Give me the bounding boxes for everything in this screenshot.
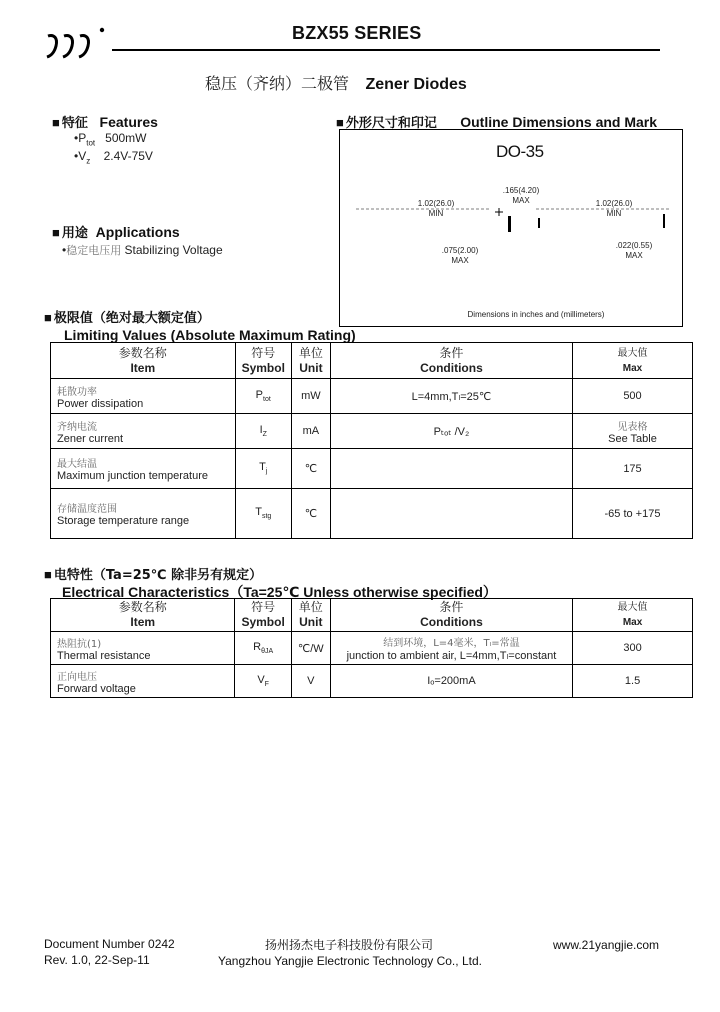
table-row: 热阻抗(1) Thermal resistance $R_{\theta JA}$ ℃/W 结到环境，L=4毫米，Tₗ=常温 junction to ambient air, L=4mm,Tₗ=constant 300: [51, 632, 693, 665]
table-row: 齐纳电流 Zener current $I_Z$ mA Pₜₒₜ /V₂ 见表格 See Table: [51, 414, 693, 449]
table-row: 最大结温 Maximum junction temperature $T_j$ ℃ 175: [51, 449, 693, 489]
revision: Rev. 1.0, 22-Sep-11: [44, 953, 150, 967]
header-rule: [112, 49, 660, 51]
company-name-en: Yangzhou Yangjie Electronic Technology Co., Ltd.: [218, 954, 482, 968]
dim-body-diameter: .075(2.00) MAX: [441, 246, 479, 265]
applications-heading: ■ 用途 Applications: [52, 224, 180, 241]
diode-outline-drawing: [340, 130, 682, 326]
dim-body-length: .165(4.20) MAX: [502, 186, 540, 205]
table-row: 耗散功率 Power dissipation $P_{tot}$ mW L=4mm,Tₗ=25℃ 500: [51, 379, 693, 414]
package-name: DO-35: [496, 142, 544, 161]
outline-drawing-box: [339, 129, 683, 327]
company-logo: [44, 26, 106, 60]
electrical-heading-en: Electrical Characteristics（Ta=25℃ Unless otherwise specified）: [62, 584, 497, 600]
feature-ptot: $•P_{tot}$ 500mW: [74, 131, 147, 148]
dim-lead-diameter: .022(0.55) MAX: [615, 241, 653, 260]
table-row: 正向电压 Forward voltage $V_F$ V Iₒ=200mA 1.5: [51, 665, 693, 698]
website-link[interactable]: www.21yangjie.com: [553, 938, 660, 952]
company-name-cn: 扬州扬杰电子科技股份有限公司: [265, 938, 434, 952]
dimension-note: Dimensions in inches and (millimeters): [467, 310, 605, 319]
limiting-heading-cn: ■ 极限值（绝对最大额定值）: [44, 310, 210, 326]
dim-lead-left: 1.02(26.0) MIN: [417, 199, 455, 218]
feature-vz: $•V_z$ 2.4V-75V: [74, 149, 153, 166]
limiting-heading-en: Limiting Values (Absolute Maximum Rating): [64, 327, 356, 343]
electrical-heading-cn: ■ 电特性（Ta=25℃ 除非另有规定）: [44, 567, 263, 583]
outline-heading: ■ 外形尺寸和印记 Outline Dimensions and Mark: [336, 114, 658, 131]
document-number: Document Number 0242: [44, 937, 175, 951]
page-subtitle: 稳压（齐纳）二极管 Zener Diodes: [205, 74, 467, 93]
series-title: BZX55 SERIES: [292, 23, 422, 43]
table-header-row: 参数名称 Item 符号 Symbol 单位 Unit 条件 Conditions 最大值 Max: [51, 599, 693, 632]
limiting-values-table: [50, 342, 693, 539]
table-row: 存储温度范围 Storage temperature range $T_{stg}$ ℃ -65 to +175: [51, 489, 693, 539]
application-item: •稳定电压用 Stabilizing Voltage: [62, 243, 223, 257]
features-heading: ■ 特征 Features: [52, 114, 158, 131]
table-header-row: 参数名称 Item 符号 Symbol 单位 Unit 条件 Conditions 最大值 Max: [51, 343, 693, 379]
electrical-characteristics-table: [50, 598, 693, 698]
dim-lead-right: 1.02(26.0) MIN: [595, 199, 633, 218]
